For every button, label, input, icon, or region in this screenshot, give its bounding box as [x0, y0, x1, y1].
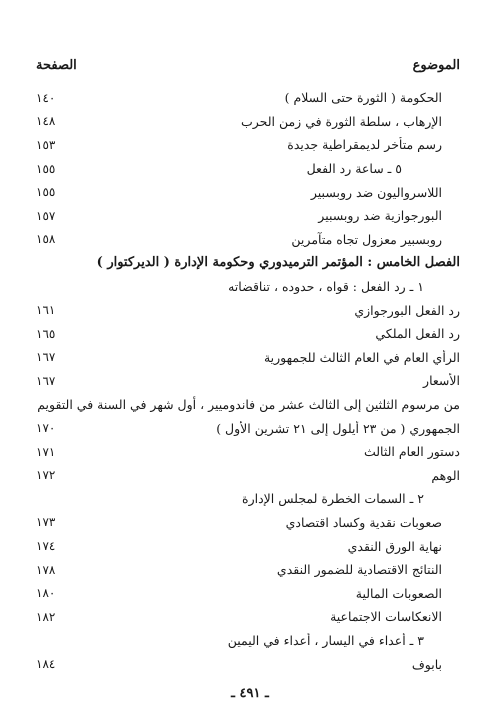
- entry-page: ١٥٧: [36, 208, 56, 223]
- entry-page: ١٦٧: [36, 373, 56, 388]
- section-heading: [36, 487, 460, 511]
- toc-entry: [36, 369, 460, 393]
- entry-page: ١٧٠: [36, 421, 56, 436]
- entry-title: الأسعار: [423, 373, 460, 389]
- entry-page: ١٧٢: [36, 468, 56, 483]
- entry-title: رد الفعل الملكي: [375, 326, 460, 342]
- entry-title: الإرهاب ، سلطة الثورة في زمن الحرب: [240, 113, 442, 129]
- entry-page: ١٧٣: [36, 515, 56, 530]
- entry-title: نهاية الورق النقدي: [347, 538, 442, 554]
- toc-entry: [36, 133, 460, 157]
- entry-title: ٥ ـ ساعة رد الفعل: [306, 161, 402, 177]
- toc-list: [36, 86, 460, 676]
- toc-entry: [36, 180, 460, 204]
- toc-entry: [36, 464, 460, 488]
- section-heading: [36, 629, 460, 653]
- entry-page: ١٥٨: [36, 232, 56, 247]
- entry-page: ١٤٨: [36, 114, 56, 129]
- toc-entry: [36, 605, 460, 629]
- toc-entry: [36, 157, 460, 181]
- entry-title: الرأي العام في العام الثالث للجمهورية: [263, 349, 460, 365]
- entry-page: ١٧٨: [36, 562, 56, 577]
- toc-entry: [36, 652, 460, 676]
- entry-page: ١٧٤: [36, 539, 56, 554]
- entry-title: الحكومة ( الثورة حتى السلام ): [284, 90, 442, 106]
- entry-page: ١٦٧: [36, 350, 56, 365]
- entry-title: الوهم: [431, 467, 460, 483]
- toc-entry: [36, 322, 460, 346]
- toc-entry: [36, 511, 460, 535]
- entry-page: ١٤٠: [36, 90, 56, 105]
- toc-entry: [36, 204, 460, 228]
- entry-title: روبسبير معزول تجاه متآمرين: [291, 231, 442, 247]
- entry-page: ١٥٥: [36, 161, 56, 176]
- toc-header: [36, 58, 460, 80]
- toc-entry: [36, 534, 460, 558]
- section-title: ٣ ـ أعداء في اليسار ، أعداء في اليمين: [227, 632, 424, 648]
- entry-page: ١٦١: [36, 303, 56, 318]
- entry-title: بابوف: [411, 656, 442, 672]
- toc-entry: [36, 86, 460, 110]
- chapter-heading: [36, 251, 460, 275]
- entry-page: ١٨٠: [36, 586, 56, 601]
- entry-page: ١٨٤: [36, 657, 56, 672]
- page-number: ـ ٤٩١ ـ: [231, 686, 269, 701]
- section-title: ٢ ـ السمات الخطرة لمجلس الإدارة: [242, 491, 424, 507]
- toc-entry: [36, 346, 460, 370]
- section-heading: [36, 275, 460, 299]
- toc-entry: [36, 110, 460, 134]
- entry-title: صعوبات نقدية وكساد اقتصادي: [285, 514, 442, 530]
- entry-page: ١٥٣: [36, 137, 56, 152]
- toc-entry: [36, 581, 460, 605]
- entry-title: اللاسرواليون ضد روبسبير: [310, 184, 442, 200]
- toc-entry-wrapped-line: [36, 393, 460, 417]
- entry-page: ١٦٥: [36, 326, 56, 341]
- entry-title: من مرسوم الثلثين إلى الثالث عشر من فاندوميير ، أول شهر في السنة في التقويم: [37, 397, 460, 413]
- entry-title: رد الفعل البورجوازي: [354, 302, 460, 318]
- toc-entry: [36, 416, 460, 440]
- entry-page: ١٥٥: [36, 185, 56, 200]
- section-title: ١ ـ رد الفعل : قواه ، حدوده ، تناقضاته: [228, 279, 424, 295]
- entry-title: دستور العام الثالث: [363, 444, 460, 460]
- toc-entry: [36, 558, 460, 582]
- toc-entry: [36, 228, 460, 252]
- page-column-label: الصفحة: [36, 58, 77, 73]
- entry-title: البورجوازية ضد روبسبير: [318, 208, 442, 224]
- topic-column-label: الموضوع: [412, 58, 460, 73]
- entry-page: ١٧١: [36, 444, 56, 459]
- chapter-title: الفصل الخامس : المؤتمر الترميدوري وحكومة الإدارة ( الديركتوار ): [96, 255, 460, 271]
- toc-entry: [36, 440, 460, 464]
- entry-title: الصعوبات المالية: [355, 585, 442, 601]
- entry-title: الجمهوري ( من ٢٣ أيلول إلى ٢١ تشرين الأول ): [216, 420, 460, 436]
- entry-title: النتائج الاقتصادية للضمور النقدي: [276, 562, 442, 578]
- entry-title: رسم متأخر لديمقراطية جديدة: [287, 137, 442, 153]
- toc-entry: [36, 298, 460, 322]
- entry-title: الانعكاسات الاجتماعية: [330, 609, 442, 625]
- entry-page: ١٨٢: [36, 609, 56, 624]
